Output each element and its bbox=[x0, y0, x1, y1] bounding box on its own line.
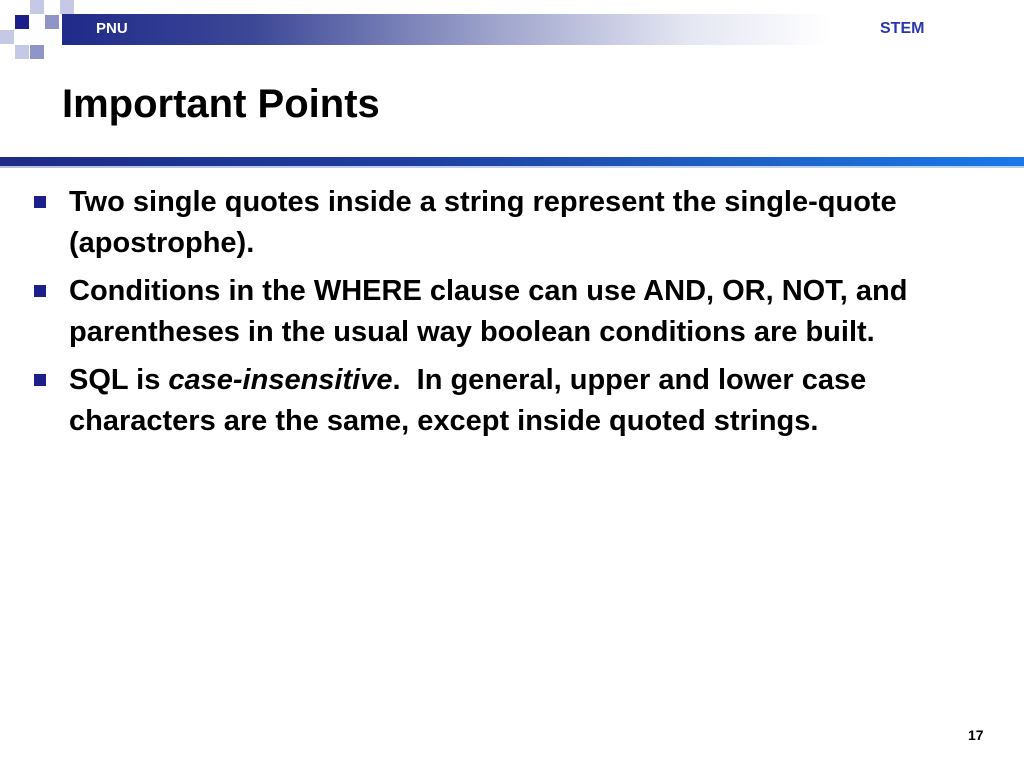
corner-square-decoration bbox=[30, 0, 44, 14]
slide-title: Important Points bbox=[62, 82, 380, 126]
bullet-list bbox=[34, 182, 994, 449]
bullet-text-prefix: SQL is bbox=[69, 364, 169, 396]
square-bullet-icon bbox=[34, 285, 46, 297]
title-rule-shadow bbox=[0, 166, 1024, 168]
header-left-label: PNU bbox=[96, 20, 128, 37]
bullet-item bbox=[34, 271, 994, 353]
title-rule bbox=[0, 157, 1024, 166]
page-number: 17 bbox=[968, 727, 984, 743]
corner-square-decoration bbox=[60, 0, 74, 14]
bullet-text-suffix: . In general, upper and lower case characters are the same, except inside quoted strings. bbox=[69, 364, 875, 437]
corner-square-decoration bbox=[30, 45, 44, 59]
bullet-item bbox=[34, 360, 994, 442]
corner-square-decoration bbox=[15, 15, 29, 29]
square-bullet-icon bbox=[34, 374, 46, 386]
corner-square-decoration bbox=[0, 30, 14, 44]
square-bullet-icon bbox=[34, 196, 46, 208]
corner-square-decoration bbox=[15, 45, 29, 59]
corner-square-decoration bbox=[45, 15, 59, 29]
bullet-text: Two single quotes inside a string represent the single-quote (apostrophe). bbox=[69, 186, 897, 259]
bullet-text-emphasis: case-insensitive bbox=[168, 364, 393, 396]
header-right-label: STEM bbox=[880, 20, 925, 37]
bullet-item bbox=[34, 182, 994, 264]
bullet-text: Conditions in the WHERE clause can use AND, OR, NOT, and parentheses in the usual way boolean conditions are built. bbox=[69, 275, 908, 348]
